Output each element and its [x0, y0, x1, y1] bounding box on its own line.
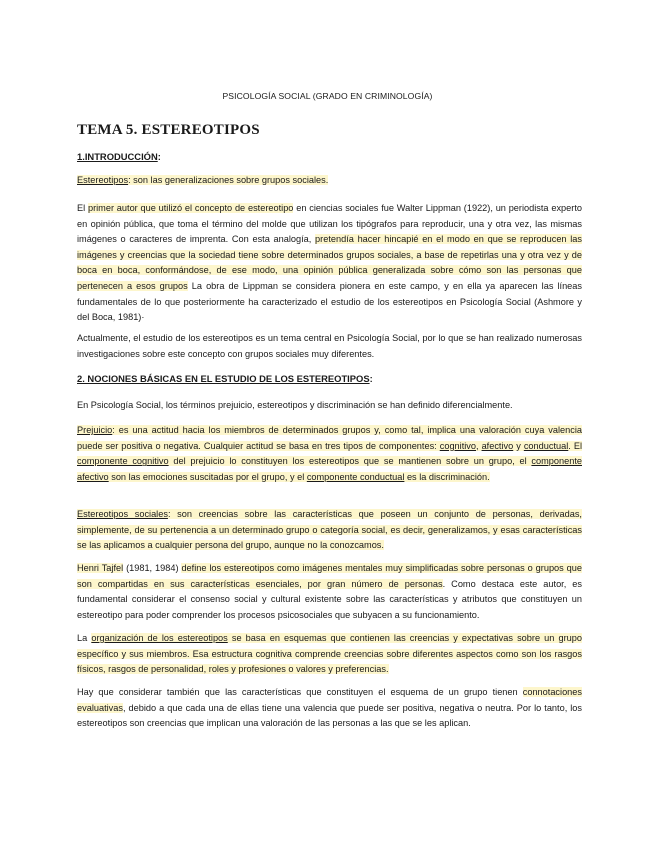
paragraph-lippman: El primer autor que utilizó el concepto de estereotipo en ciencias sociales fue Walter Lippman (1922), un periodista experto en opinión pública, que toma el término del molde que utilizan los tipógrafos para reproducir, una y otra vez, las mismas imágenes o caracteres de imprenta. Con esta analogía, pretendía hacer hincapié en el modo en que se reproducen las imágenes y creencias que la sociedad tiene sobre determinados grupos sociales, a base de repetirlas una y otra vez y de boca en boca, conformándose, de ese modo, una opinión pública generalizada sobre cómo son las personas que pertenecen a esos grupos La obra de Lippman se considera pionera en este campo, y en ella ya aparecen las líneas fundamentales de lo que posteriormente ha caracterizado el estudio de los estereotipos en Psicología Social (Ashmore y del Boca, 1981)·	[77, 203, 582, 323]
paragraph-estereotipos-sociales: Estereotipos sociales: son creencias sobre las características que poseen un conjunto de personas, derivadas, simplemente, de su pertenencia a un determinado grupo o categoría social, es decir, generalizamos, y esas características se las aplicamos a cualquier persona del grupo, aunque no la conozcamos.	[77, 509, 582, 551]
term-prejuicio: Prejuicio	[77, 425, 113, 435]
paragraph-prejuicio: Prejuicio: es una actitud hacia los miembros de determinados grupos y, como tal, implica una valoración cuya valencia puede ser positiva o negativa. Cualquier actitud se basa en tres tipos de componentes: cognitivo, afectivo y conductual. El componente cognitivo del prejuicio lo constituyen los estereotipos que se mantienen sobre un grupo, el componente afectivo son las emociones suscitadas por el grupo, y el componente conductual es la discriminación.	[77, 425, 583, 482]
term-estereotipos-sociales: Estereotipos sociales	[77, 509, 168, 519]
paragraph-terminos: En Psicología Social, los términos prejuicio, estereotipos y discriminación se han definido diferencialmente.	[77, 400, 513, 410]
paragraph-connotaciones: Hay que considerar también que las características que constituyen el esquema de un grupo tienen connotaciones evaluativas, debido a que cada una de ellas tiene una valencia que puede ser positiva, negativa o neutra. Por lo tanto, los estereotipos son creencias que implican una valoración de las personas a las que se les aplican.	[77, 687, 582, 729]
page-title: TEMA 5. ESTEREOTIPOS	[77, 122, 260, 138]
paragraph-tajfel: Henri Tajfel (1981, 1984) define los estereotipos como imágenes mentales muy simplificadas sobre personas o grupos que son compartidas en sus características esenciales, por gran número de personas. Como destaca este autor, es fundamental considerar el consenso social y cultural existente sobre las características y atributos que constituyen un estereotipo para poder comprender los procesos psicosociales que subyacen a su funcionamiento.	[77, 563, 583, 620]
term-estereotipos: Estereotipos	[77, 175, 129, 185]
paragraph-actualmente: Actualmente, el estudio de los estereotipos es un tema central en Psicología Social, por lo que se han realizado numerosas investigaciones sobre este concepto con grupos sociales muy diferentes.	[77, 333, 582, 359]
section-heading-text: 2. NOCIONES BÁSICAS EN EL ESTUDIO DE LOS ESTEREOTIPOS	[77, 373, 370, 384]
paragraph-organizacion: La organización de los estereotipos se basa en esquemas que contienen las creencias y expectativas sobre un grupo específico y sus miembros. Esa estructura cognitiva comprende creencias sobre diferentes aspectos como son los rasgos físicos, rasgos de personalidad, roles y profesiones o valores y preferencias.	[77, 633, 582, 675]
section-heading-nociones: 2. NOCIONES BÁSICAS EN EL ESTUDIO DE LOS ESTEREOTIPOS:	[77, 373, 373, 384]
paragraph-estereotipos-def: Estereotipos: son las generalizaciones sobre grupos sociales.	[77, 175, 329, 185]
section-heading-text: 1.INTRODUCCIÓN	[77, 151, 158, 162]
section-heading-introduccion: 1.INTRODUCCIÓN:	[77, 151, 161, 162]
page-header: PSICOLOGÍA SOCIAL (GRADO EN CRIMINOLOGÍA)	[222, 91, 433, 101]
